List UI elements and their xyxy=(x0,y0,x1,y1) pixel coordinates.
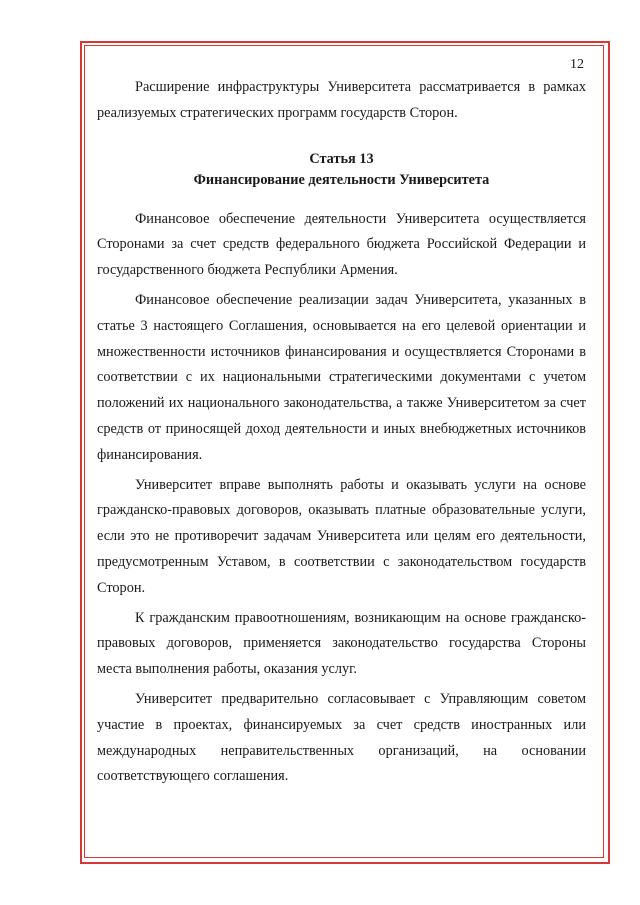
paragraph-intro: Расширение инфраструктуры Университета рассматривается в рамках реализуемых стратегических программ государств Сторон. xyxy=(97,79,586,121)
page-number: 12 xyxy=(570,57,584,72)
paragraph: Университет предварительно согласовывает с Управляющим советом участие в проектах, финансируемых за счет средств иностранных или международных неправительственных организаций, на основании соответствующего соглашения. xyxy=(97,690,586,785)
paragraph: Финансовое обеспечение деятельности Университета осуществляется Сторонами за счет средств федерального бюджета Российской Федерации и государственного бюджета Республики Армения. xyxy=(97,210,586,279)
article-title: Финансирование деятельности Университета xyxy=(193,171,490,188)
paragraph: Финансовое обеспечение реализации задач Университета, указанных в статье 3 настоящего Соглашения, основывается на его целевой ориентации и множественности источников финансирования и осуществляется Сторонами в соответствии с их национальными стратегическими документами с учетом положений их национального законодательства, а также Университетом за счет средств от приносящей доход деятельности и иных внебюджетных источников финансирования. xyxy=(97,291,586,463)
paragraph: Университет вправе выполнять работы и оказывать услуги на основе гражданско-правовых договоров, оказывать платные образовательные услуги, если это не противоречит задачам Университета или целям его деятельности, предусмотренным Уставом, в соответствии с законодательством государств Сторон. xyxy=(97,476,586,596)
paragraph: К гражданским правоотношениям, возникающим на основе гражданско-правовых договоров, применяется законодательство государства Стороны места выполнения работы, оказания услуг. xyxy=(97,609,586,678)
article-number: Статья 13 xyxy=(309,150,374,167)
document-body xyxy=(97,75,586,790)
article-heading xyxy=(97,149,586,191)
